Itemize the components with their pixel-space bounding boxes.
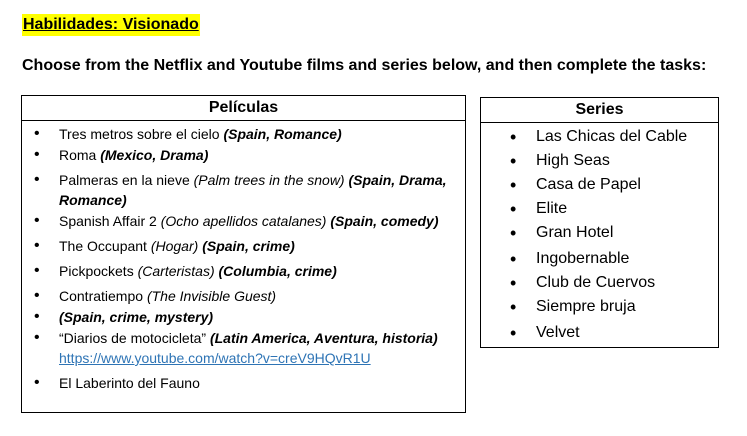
list-item: • Casa de Papel: [481, 174, 718, 196]
series-box: [480, 97, 719, 348]
list-item: [22, 236, 465, 256]
list-item: [22, 373, 465, 393]
list-item: [22, 261, 465, 281]
list-item: • Las Chicas del Cable: [481, 126, 718, 148]
film-name: Spanish Affair 2: [59, 213, 161, 229]
film-name: Pickpockets: [59, 263, 138, 279]
list-item: [22, 307, 465, 327]
film-name: “Diarios de motocicleta”: [59, 330, 210, 346]
film-name: Contratiempo: [59, 288, 147, 304]
film-name: Tres metros sobre el cielo: [59, 126, 224, 142]
film-alt-title: (Hogar): [150, 238, 203, 254]
film-details: (Mexico, Drama): [100, 147, 209, 163]
film-name: The Occupant: [59, 238, 151, 254]
list-item: [22, 145, 465, 165]
page-heading: Habilidades: Visionado: [22, 14, 200, 36]
peliculas-title: Películas: [22, 96, 465, 121]
film-details: (Spain, Romance): [223, 126, 342, 142]
film-details: (Spain, Drama, Romance): [59, 172, 447, 208]
list-item: [22, 211, 465, 231]
film-details: (Latin America, Aventura, historia): [209, 330, 438, 346]
film-alt-title: (The Invisible Guest): [146, 288, 277, 304]
list-item: • High Seas: [481, 150, 718, 172]
film-alt-title: (Palm trees in the snow): [193, 172, 349, 188]
film-alt-title: (Carteristas): [137, 263, 219, 279]
film-name: El Laberinto del Fauno: [59, 375, 200, 391]
film-details: (Columbia, crime): [218, 263, 337, 279]
series-title: Series: [481, 98, 718, 123]
list-item: [22, 286, 465, 306]
film-details: (Spain, crime): [202, 238, 295, 254]
film-details: (Spain, crime, mystery): [59, 309, 214, 325]
list-item: • Club de Cuervos: [481, 272, 718, 294]
instructions-text: Choose from the Netflix and Youtube films and series below, and then complete the tasks:: [22, 57, 707, 74]
film-details: (Spain, comedy): [330, 213, 439, 229]
series-list: [481, 123, 718, 344]
film-alt-title: (Ocho apellidos catalanes): [160, 213, 331, 229]
peliculas-box: [21, 95, 466, 413]
list-item: [22, 170, 465, 210]
peliculas-list: [22, 121, 465, 393]
youtube-link[interactable]: https://www.youtube.com/watch?v=creV9HQvR1U: [59, 350, 371, 366]
film-name: Palmeras en la nieve: [59, 172, 194, 188]
list-item: • Gran Hotel: [481, 222, 718, 244]
film-name: Roma: [59, 147, 101, 163]
list-item: • Velvet: [481, 322, 718, 344]
list-item: • Siempre bruja: [481, 296, 718, 318]
list-item: [22, 124, 465, 144]
list-item: • Elite: [481, 198, 718, 220]
list-item: [22, 328, 465, 368]
list-item: • Ingobernable: [481, 248, 718, 270]
